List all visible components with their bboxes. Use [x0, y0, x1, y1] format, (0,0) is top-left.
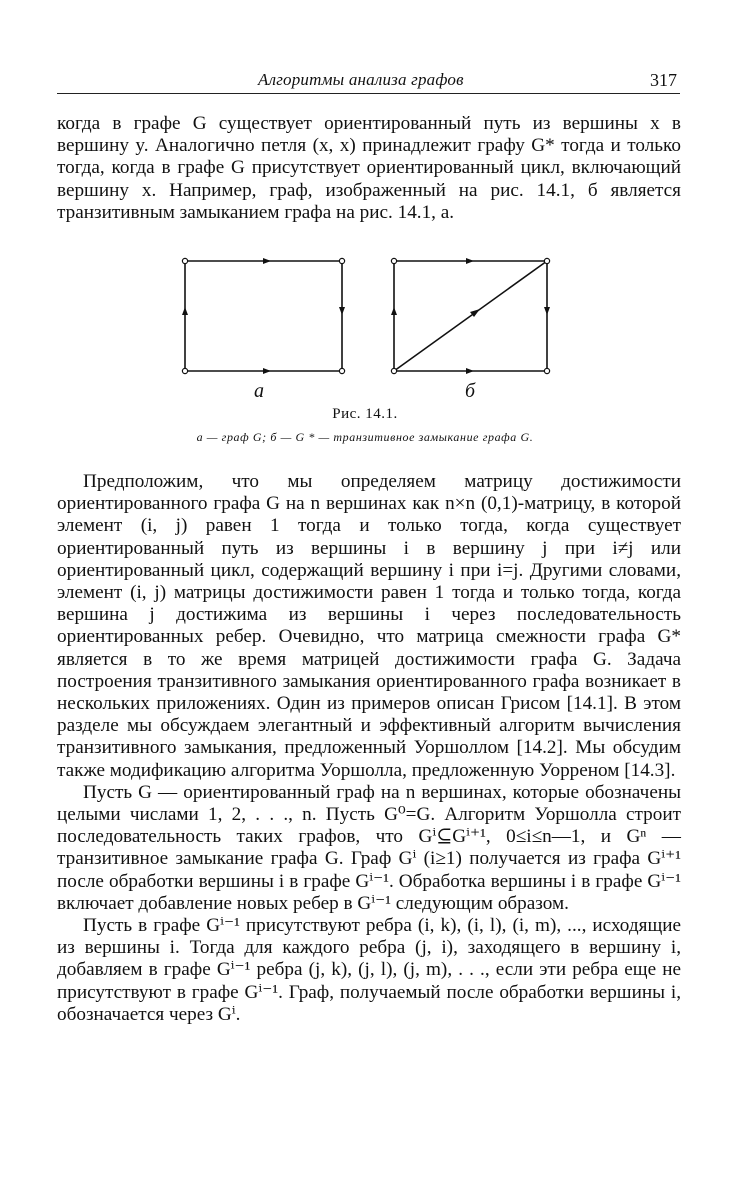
graph-b	[394, 261, 547, 371]
figure-caption-text: а — граф G; б — G * — транзитивное замыкание графа G.	[196, 430, 534, 444]
figure-label-b: б	[465, 380, 476, 402]
figure-14-1	[170, 250, 570, 410]
running-title: Алгоритмы анализа графов	[258, 70, 464, 89]
graph-a	[185, 261, 342, 371]
paragraph: когда в графе G существует ориентированный путь из вершины x в вершину y. Аналогично петля (x, x) принадлежит графу G* тогда и только тогда, когда в графе G присутствует ориентированный цикл, включающий вершину x. Например, граф, изображенный на рис. 14.1, б является транзитивным замыканием графа на рис. 14.1, а.	[57, 113, 681, 223]
graph-a-arrows	[182, 258, 345, 374]
paragraph: Предположим, что мы определяем матрицу достижимости ориентированного графа G на n вершинах как n×n (0,1)-матрицу, в которой элемент (i, j) равен 1 тогда и только тогда, когда существует ориентированный путь из вершины i в вершину j при i≠j или ориентированный цикл, содержащий вершину i при i=j. Другими словами, элемент (i, j) матрицы достижимости равен 1 тогда и только тогда, когда вершина j достижима из вершины i через последовательность ориентированных ребер. Очевидно, что матрица смежности графа G* является в то же время матрицей достижимости графа G. Задача построения транзитивного замыкания ориентированного графа возникает в нескольких приложениях. Один из примеров описан Грисом [14.1]. В этом разделе мы обсуждаем элегантный и эффективный алгоритм вычисления транзитивного замыкания, предложенный Уоршоллом [14.2]. Мы обсудим также модификацию алгоритма Уоршолла, предложенную Уорреном [14.3].	[57, 471, 681, 781]
paragraph: Пусть в графе Gⁱ⁻¹ присутствуют ребра (i, k), (i, l), (i, m), ..., исходящие из вершины i. Тогда для каждого ребра (j, i), заходящего в вершину i, добавляем в графе Gⁱ⁻¹ ребра (j, k), (j, l), (j, m), . . ., если эти ребра еще не присутствуют в графе Gⁱ⁻¹. Граф, получаемый после обработки вершины i, обозначается через Gⁱ.	[57, 915, 681, 1025]
figure-label-a: а	[254, 380, 264, 402]
graph-a-vertices	[182, 258, 344, 373]
header-rule	[57, 93, 680, 94]
figure-caption-title: Рис. 14.1.	[332, 406, 398, 422]
text-block-main	[57, 471, 681, 1026]
paragraph: Пусть G — ориентированный граф на n вершинах, которые обозначены целыми числами 1, 2, . . ., n. Пусть G⁰=G. Алгоритм Уоршолла строит последовательность таких графов, что Gⁱ⊆Gⁱ⁺¹, 0≤i≤n—1, и Gⁿ — транзитивное замыкание графа G. Граф Gⁱ (i≥1) получается из графа Gⁱ⁺¹ после обработки вершины i в графе Gⁱ⁻¹. Обработка вершины i в графе Gⁱ⁻¹ включает добавление новых ребер в Gⁱ⁻¹ следующим образом.	[57, 781, 681, 914]
page-number: 317	[650, 70, 677, 90]
text-block-top	[57, 113, 681, 224]
